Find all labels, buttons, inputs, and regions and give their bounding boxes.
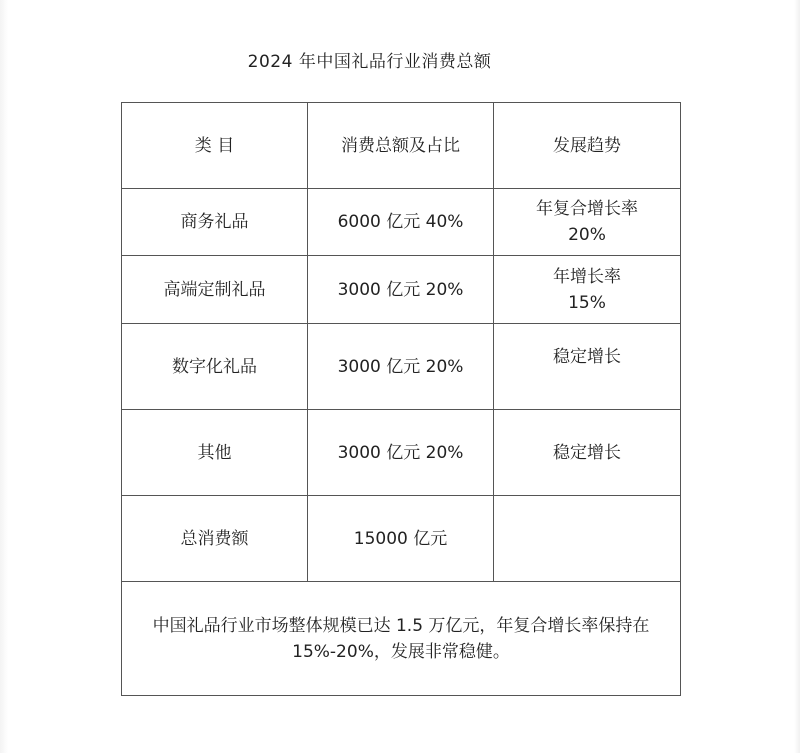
table-row — [122, 324, 681, 410]
header-category: 类 目 — [122, 103, 308, 189]
header-trend: 发展趋势 — [494, 103, 681, 189]
row-category: 商务礼品 — [122, 189, 308, 256]
row-amount-share: 3000 亿元 20% — [308, 256, 494, 324]
summary-note — [122, 582, 681, 696]
trend-rate: 20% — [568, 225, 606, 245]
document-title: 2024 年中国礼品行业消费总额 — [247, 52, 492, 72]
row-amount-share: 3000 亿元 20% — [308, 324, 494, 410]
row-amount-share: 3000 亿元 20% — [308, 410, 494, 496]
trend-line: 年增长率 — [553, 266, 621, 287]
row-trend — [494, 256, 681, 324]
table-row — [122, 410, 681, 496]
row-category: 高端定制礼品 — [122, 256, 308, 324]
total-amount: 15000 亿元 — [308, 496, 494, 582]
table-row — [122, 189, 681, 256]
row-category: 数字化礼品 — [122, 324, 308, 410]
summary-note-line: 15%-20%，发展非常稳健。 — [292, 641, 510, 662]
consumption-summary-table — [121, 102, 681, 696]
table-row — [122, 256, 681, 324]
header-amount-share: 消费总额及占比 — [308, 103, 494, 189]
page-edge-shadow-right — [794, 0, 800, 753]
total-label: 总消费额 — [122, 496, 308, 582]
page-edge-shadow-left — [0, 0, 8, 753]
row-amount-share: 6000 亿元 40% — [308, 189, 494, 256]
total-trend — [494, 496, 681, 582]
summary-note-line: 中国礼品行业市场整体规模已达 1.5 万亿元，年复合增长率保持在 — [152, 615, 650, 636]
table-header-row — [122, 103, 681, 189]
table-total-row — [122, 496, 681, 582]
table-note-row — [122, 582, 681, 696]
row-trend: 稳定增长 — [494, 324, 681, 410]
row-category: 其他 — [122, 410, 308, 496]
row-trend — [494, 189, 681, 256]
row-trend: 稳定增长 — [494, 410, 681, 496]
trend-line: 年复合增长率 — [536, 199, 638, 219]
trend-rate: 15% — [568, 292, 606, 313]
